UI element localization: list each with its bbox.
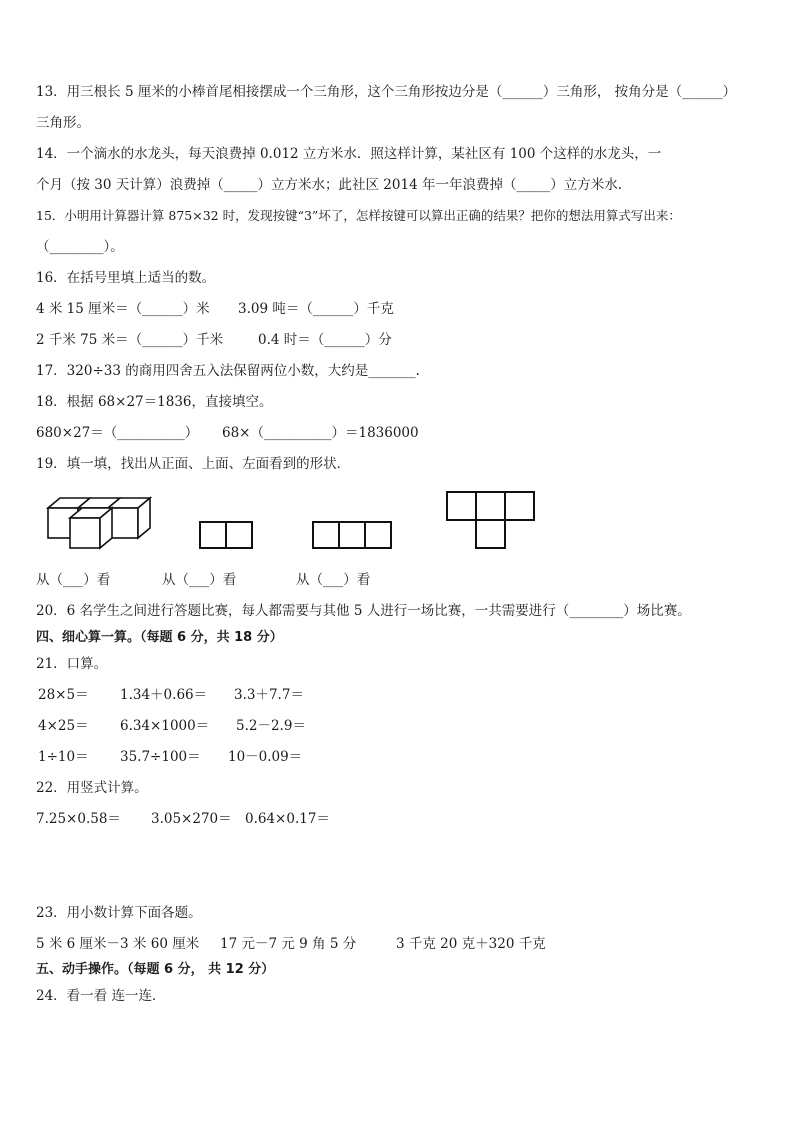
q19-title: 19．填一填，找出从正面、上面、左面看到的形状． [36,456,351,472]
cube-front-front [70,518,100,548]
q24-title: 24．看一看 连一连． [36,988,166,1004]
section-4-title: 四、细心算一算。（每题 6 分，共 18 分） [36,630,283,645]
q22-title: 22．用竖式计算。 [36,780,148,796]
q16-title: 16．在括号里填上适当的数。 [36,270,216,286]
q21-r3-c3: 10－0.09＝ [228,749,303,765]
q19-caption-2: 从（___）看 [162,572,237,588]
square [338,521,366,549]
q21-r1-c3: 3.3＋7.7＝ [234,687,304,703]
square [199,521,227,549]
q21-r2-c3: 5.2－2.9＝ [236,718,306,734]
q21-r1-c2: 1.34＋0.66＝ [120,687,208,703]
q16-item-b: 3.09 吨＝（______）千克 [238,301,394,317]
q23-item-1: 5 米 6 厘米－3 米 60 厘米 [36,936,200,952]
q16-item-a: 4 米 15 厘米＝（______）米 [36,301,210,317]
q21-r1-c1: 28×5＝ [38,687,89,703]
q16-item-d: 0.4 时＝（______）分 [258,332,392,348]
q19-caption-1: 从（___）看 [36,572,111,588]
square [475,519,506,549]
q13-line2: 三角形。 [36,115,90,131]
q23-item-2: 17 元－7 元 9 角 5 分 [220,936,357,952]
q21-r3-c1: 1÷10＝ [38,749,89,765]
q21-r2-c1: 4×25＝ [38,718,89,734]
q20-text: 20．6 名学生之间进行答题比赛，每人都需要与其他 5 人进行一场比赛，一共需要进行（________）场比赛。 [36,603,691,619]
square [446,491,477,521]
q21-r2-c2: 6.34×1000＝ [120,718,210,734]
q21-r3-c2: 35.7÷100＝ [120,749,201,765]
square [504,491,535,521]
q15-line1: 15．小明用计算器计算 875×32 时，发现按键“3”坏了，怎样按键可以算出正确的结果？把你的想法用算式写出来： [36,208,681,223]
q23-item-3: 3 千克 20 克＋320 千克 [396,936,546,952]
q18-item-b: 68×（__________）＝1836000 [222,425,419,441]
square [475,491,506,521]
square [225,521,253,549]
q19-caption-3: 从（___）看 [296,572,371,588]
q22-item-3: 0.64×0.17＝ [245,811,330,827]
q14-line2: 个月（按 30 天计算）浪费掉（_____）立方米水；此社区 2014 年一年浪费掉（_____）立方米水. [36,177,622,193]
q23-title: 23．用小数计算下面各题。 [36,905,202,921]
q18-title: 18．根据 68×27＝1836，直接填空。 [36,394,273,410]
section-5-title: 五、动手操作。（每题 6 分， 共 12 分） [36,962,275,977]
q22-item-1: 7.25×0.58＝ [36,811,121,827]
q18-item-a: 680×27＝（__________） [36,425,199,441]
q13-line1: 13．用三根长 5 厘米的小棒首尾相接摆成一个三角形，这个三角形按边分是（______）三角形， 按角分是（______） [36,84,737,100]
q16-item-c: 2 千米 75 米＝（______）千米 [36,332,224,348]
q15-line2: （________）。 [36,239,124,255]
q17-text: 17．320÷33 的商用四舍五入法保留两位小数，大约是_______. [36,363,420,379]
q22-item-2: 3.05×270＝ [151,811,232,827]
cube-stack-figure [46,494,158,550]
q21-title: 21．口算。 [36,656,108,672]
q14-line1: 14．一个滴水的水龙头，每天浪费掉 0.012 立方米水．照这样计算，某社区有 100 个这样的水龙头，一 [36,146,662,162]
square [364,521,392,549]
square [312,521,340,549]
